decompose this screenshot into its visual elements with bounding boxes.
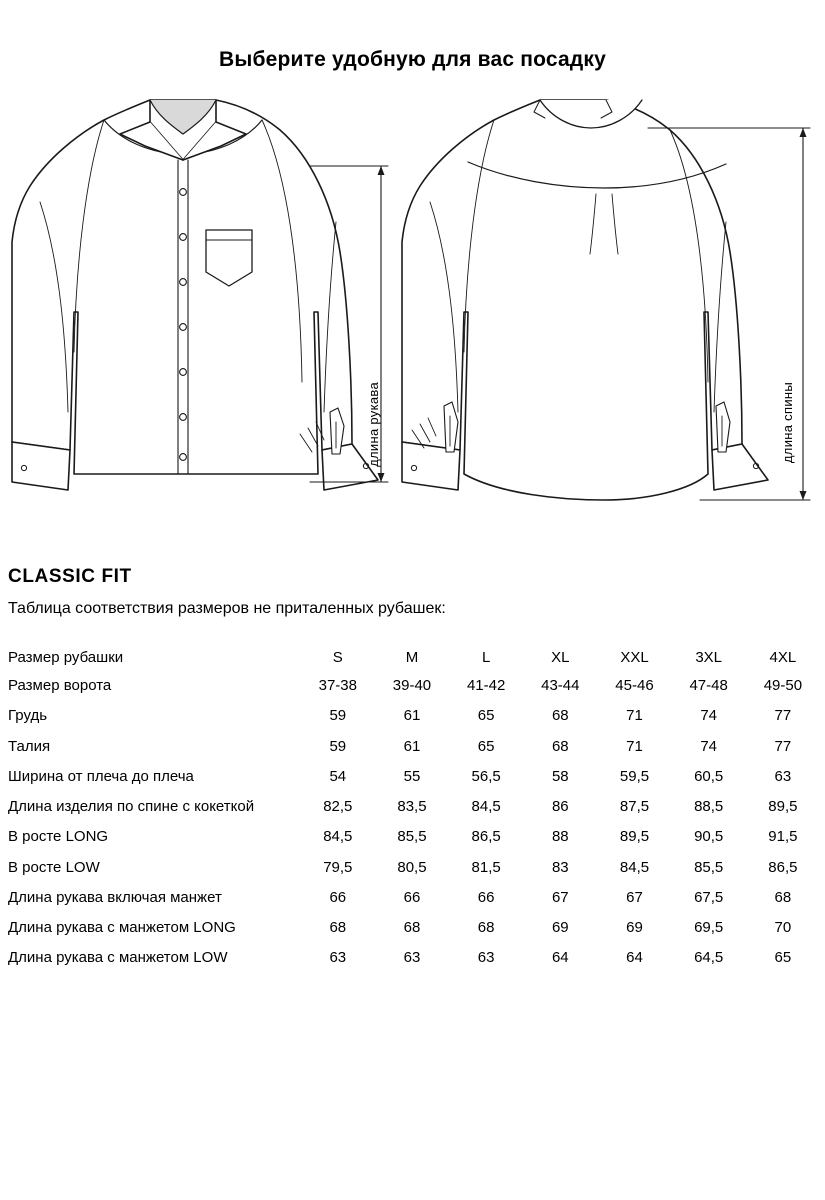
table-header-label: Размер рубашки <box>8 649 124 666</box>
cell: 91,5 <box>768 828 798 846</box>
cell: 54 <box>329 767 347 785</box>
cell: 63 <box>774 767 792 785</box>
row-label: Ширина от плеча до плеча <box>8 767 194 785</box>
cell: 86,5 <box>768 858 798 876</box>
cell: 66 <box>329 888 347 906</box>
cell: 59 <box>329 707 347 725</box>
cell: 86 <box>551 798 569 815</box>
cell: 64,5 <box>694 949 724 967</box>
cell: 45-46 <box>615 677 654 694</box>
cell: 87,5 <box>619 798 650 815</box>
cell: 68 <box>551 737 569 755</box>
cell: 85,5 <box>397 828 427 846</box>
shirt-front-view <box>12 100 378 490</box>
table-row <box>8 822 820 852</box>
cell: 84,5 <box>619 858 650 876</box>
cell: 58 <box>551 767 569 785</box>
cell: 64 <box>626 949 643 967</box>
cell: 39-40 <box>392 677 432 694</box>
shirt-illustration <box>0 82 825 552</box>
cell: 89,5 <box>768 798 798 815</box>
table-row <box>8 913 820 943</box>
cell: 65 <box>774 949 792 967</box>
cell: 49-50 <box>763 677 803 694</box>
fit-subtitle: Таблица соответствия размеров не приталенных рубашек: <box>8 600 446 617</box>
cell: 65 <box>477 707 495 725</box>
row-label: Длина рукава включая манжет <box>8 888 222 906</box>
row-label: В росте LONG <box>8 828 109 846</box>
row-label: Длина рукава с манжетом LOW <box>8 949 228 967</box>
table-header-size-m: M <box>405 649 419 666</box>
table-row <box>8 701 820 731</box>
cell: 77 <box>774 707 792 725</box>
row-label: В росте LOW <box>8 858 100 876</box>
shirt-back-view <box>402 100 768 500</box>
cell: 71 <box>626 707 643 725</box>
cell: 63 <box>329 949 347 967</box>
cell: 56,5 <box>471 767 501 785</box>
cell: 80,5 <box>397 858 427 876</box>
cell: 74 <box>700 737 717 755</box>
cell: 79,5 <box>323 858 353 876</box>
cell: 69,5 <box>694 919 724 936</box>
cell: 86,5 <box>471 828 501 846</box>
size-table <box>8 644 820 974</box>
table-header-row <box>8 644 820 671</box>
cell: 68 <box>774 888 792 906</box>
size-table-head <box>8 644 820 671</box>
cell: 66 <box>403 888 421 906</box>
cell: 81,5 <box>471 858 501 876</box>
cell: 69 <box>626 919 643 936</box>
cell: 88 <box>551 828 569 846</box>
row-label: Длина изделия по спине с кокеткой <box>8 798 255 815</box>
table-header-size-l: L <box>481 649 491 666</box>
size-table-body <box>8 671 820 974</box>
sleeve-length-label: длина рукава <box>366 382 381 467</box>
cell: 74 <box>700 707 717 725</box>
cell: 71 <box>626 737 643 755</box>
back-length-label: длина спины <box>780 382 795 464</box>
table-row <box>8 853 820 883</box>
table-row <box>8 671 820 701</box>
cell: 85,5 <box>694 858 724 876</box>
cell: 64 <box>551 949 569 967</box>
table-header-size-4xl: 4XL <box>769 649 797 666</box>
cell: 37-38 <box>318 677 357 694</box>
cell: 63 <box>403 949 421 967</box>
cell: 89,5 <box>619 828 650 846</box>
table-header-size-xxl: XXL <box>620 649 649 666</box>
cell: 55 <box>403 767 421 785</box>
cell: 68 <box>403 919 421 936</box>
fit-heading: CLASSIC FIT <box>8 566 132 587</box>
cell: 67 <box>551 888 569 906</box>
table-row <box>8 732 820 762</box>
table-row <box>8 792 820 822</box>
cell: 67 <box>626 888 643 906</box>
row-label: Грудь <box>8 707 48 725</box>
cell: 82,5 <box>323 798 353 815</box>
cell: 59 <box>329 737 347 755</box>
table-header-size-s: S <box>332 649 343 666</box>
cell: 83,5 <box>397 798 427 815</box>
cell: 70 <box>774 919 792 936</box>
cell: 66 <box>477 888 495 906</box>
cell: 59,5 <box>619 767 650 785</box>
cell: 63 <box>477 949 495 967</box>
table-row <box>8 762 820 792</box>
cell: 77 <box>774 737 792 755</box>
row-label: Размер ворота <box>8 677 112 694</box>
cell: 65 <box>477 737 495 755</box>
cell: 67,5 <box>694 888 724 906</box>
table-row <box>8 883 820 913</box>
cell: 47-48 <box>689 677 728 694</box>
cell: 68 <box>551 707 569 725</box>
table-header-size-xl: XL <box>551 649 570 666</box>
cell: 61 <box>403 737 421 755</box>
cell: 83 <box>551 858 569 876</box>
cell: 68 <box>477 919 495 936</box>
cell: 61 <box>403 707 421 725</box>
row-label: Талия <box>8 737 51 755</box>
cell: 60,5 <box>694 767 724 785</box>
cell: 84,5 <box>471 798 501 815</box>
table-row <box>8 943 820 973</box>
row-label: Длина рукава с манжетом LONG <box>8 919 236 936</box>
cell: 69 <box>551 919 569 936</box>
shirt-diagram-svg <box>0 82 825 552</box>
cell: 90,5 <box>694 828 724 846</box>
cell: 84,5 <box>323 828 353 846</box>
cell: 43-44 <box>541 677 580 694</box>
cell: 41-42 <box>466 677 506 694</box>
table-header-size-3xl: 3XL <box>695 649 723 666</box>
page-title: Выберите удобную для вас посадку <box>218 48 607 71</box>
cell: 68 <box>329 919 347 936</box>
cell: 88,5 <box>694 798 724 815</box>
